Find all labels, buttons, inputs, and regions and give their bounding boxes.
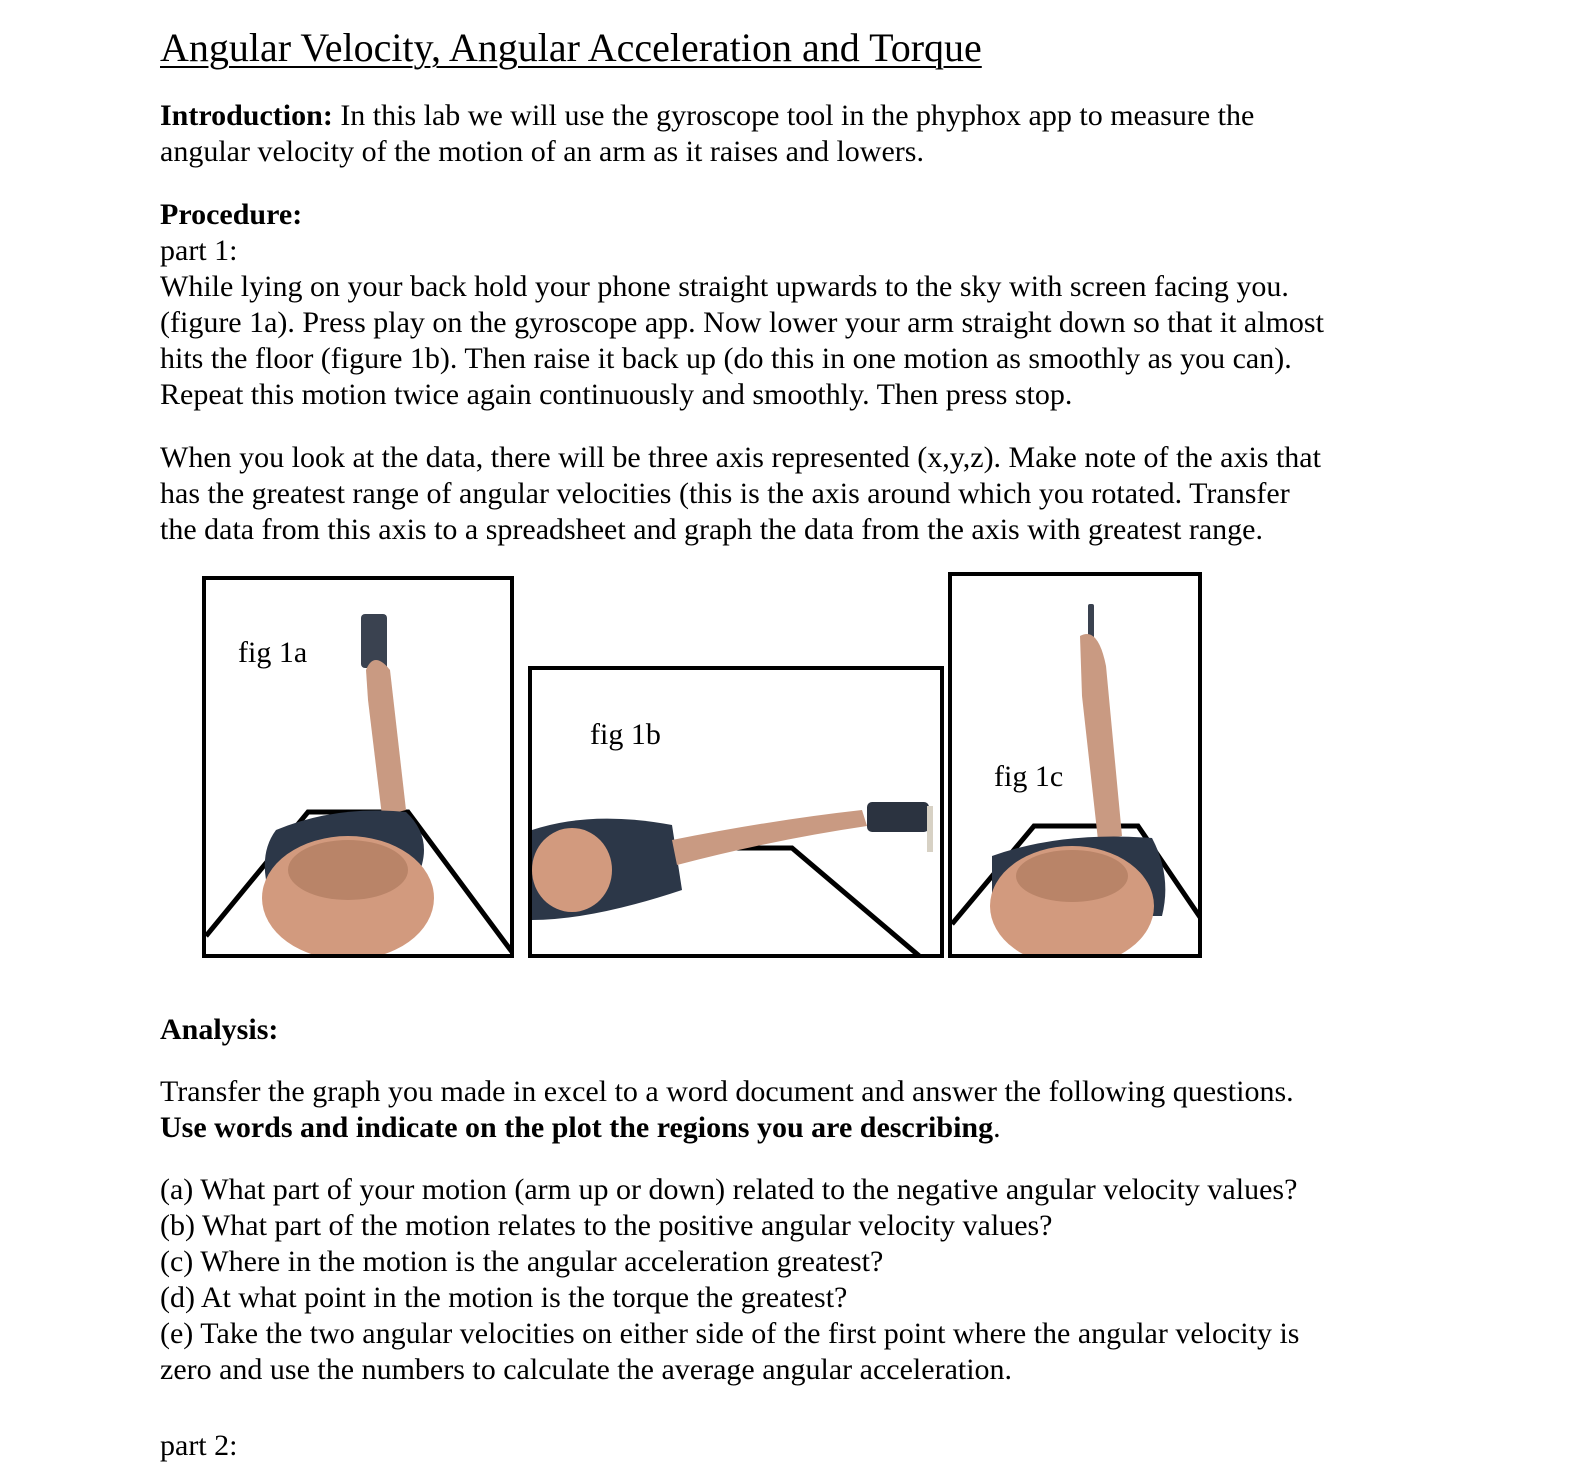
analysis-label: Analysis: <box>160 1013 279 1046</box>
figure-1b-illustration <box>532 670 944 958</box>
question-item: (c) Where in the motion is the angular acceleration greatest? <box>160 1245 884 1278</box>
question-list <box>160 1172 1420 1388</box>
figure-1a <box>202 576 514 958</box>
analysis-instructions <box>160 1074 1420 1146</box>
part2-section <box>160 1428 1420 1464</box>
figure-1a-label: fig 1a <box>238 636 308 669</box>
procedure-section <box>160 197 1420 413</box>
introduction-section <box>160 98 1420 170</box>
question-item: (d) At what point in the motion is the torque the greatest? <box>160 1281 848 1314</box>
figure-1c-illustration <box>952 576 1202 958</box>
analysis-period: . <box>993 1111 1001 1144</box>
introduction-label: Introduction: <box>160 99 333 132</box>
analysis-line-1: Transfer the graph you made in excel to a word document and answer the following questions. <box>160 1075 1294 1108</box>
introduction-line-2: angular velocity of the motion of an arm as it raises and lowers. <box>160 135 924 168</box>
page-title: Angular Velocity, Angular Acceleration and Torque <box>160 25 982 70</box>
figure-1b <box>528 666 944 958</box>
data-instructions <box>160 440 1420 548</box>
data-line: the data from this axis to a spreadsheet and graph the data from the axis with greatest range. <box>160 513 1263 546</box>
figure-1b-label: fig 1b <box>590 718 661 751</box>
procedure-line: hits the floor (figure 1b). Then raise it back up (do this in one motion as smoothly as you can). <box>160 342 1292 375</box>
procedure-line: Repeat this motion twice again continuously and smoothly. Then press stop. <box>160 378 1073 411</box>
analysis-bold-instruction: Use words and indicate on the plot the regions you are describing <box>160 1111 994 1144</box>
introduction-line-1: In this lab we will use the gyroscope tool in the phyphox app to measure the <box>340 99 1255 132</box>
part2-label: part 2: <box>160 1429 238 1462</box>
question-item: (e) Take the two angular velocities on either side of the first point where the angular velocity is <box>160 1317 1300 1350</box>
procedure-line: While lying on your back hold your phone straight upwards to the sky with screen facing you. <box>160 270 1289 303</box>
analysis-section <box>160 1012 1420 1048</box>
question-item: (a) What part of your motion (arm up or down) related to the negative angular velocity values? <box>160 1173 1298 1206</box>
question-item: zero and use the numbers to calculate the average angular acceleration. <box>160 1353 1013 1386</box>
data-line: has the greatest range of angular velocities (this is the axis around which you rotated. Transfer <box>160 477 1290 510</box>
data-line: When you look at the data, there will be three axis represented (x,y,z). Make note of the axis that <box>160 441 1321 474</box>
part1-label: part 1: <box>160 234 238 267</box>
procedure-line: (figure 1a). Press play on the gyroscope app. Now lower your arm straight down so that it almost <box>160 306 1324 339</box>
figure-1c-label: fig 1c <box>994 760 1064 793</box>
question-item: (b) What part of the motion relates to the positive angular velocity values? <box>160 1209 1053 1242</box>
procedure-label: Procedure: <box>160 198 303 231</box>
figure-1c <box>948 572 1202 958</box>
